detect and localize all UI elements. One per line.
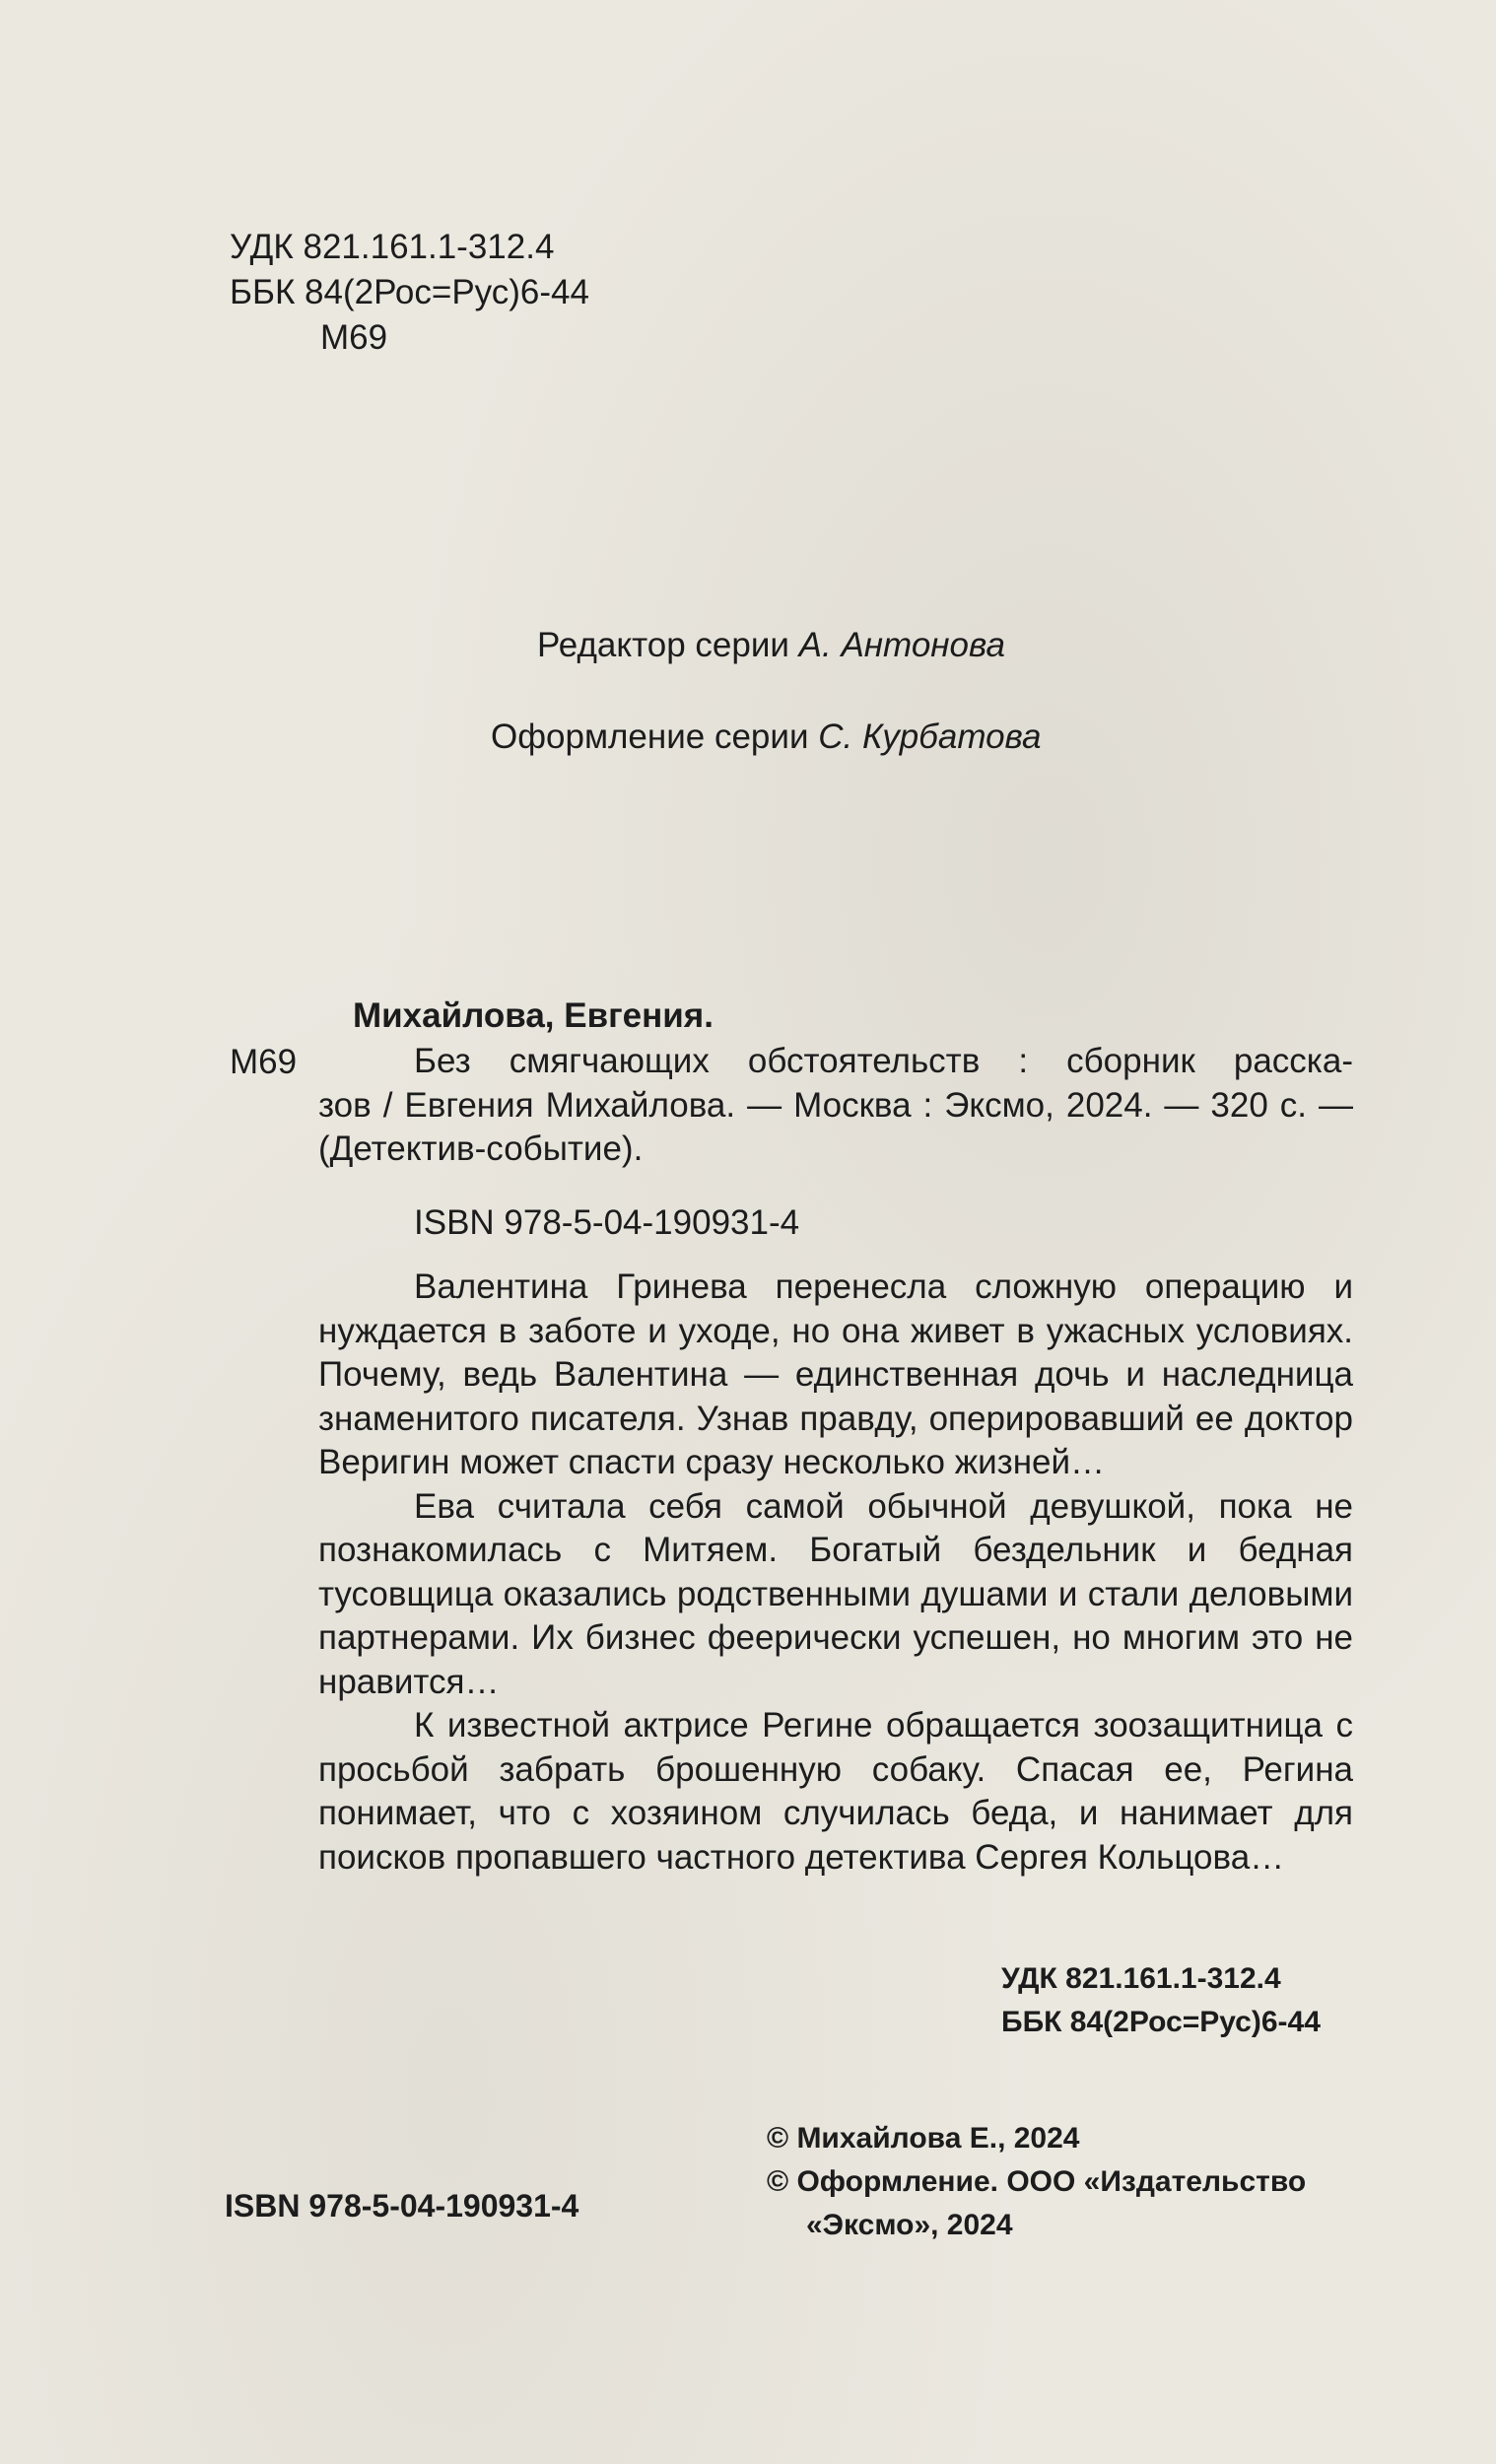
series-design-role: Оформление серии (491, 718, 809, 756)
author-mark: М69 (320, 318, 388, 357)
bibliographic-description (318, 1040, 1353, 1172)
series-editor-name: А. Антонова (798, 626, 1005, 664)
copyright-design-line-1: © Оформление. ООО «Издательство (767, 2165, 1307, 2198)
bibliographic-author-mark: М69 (230, 1043, 298, 1081)
series-editor-role: Редактор серии (537, 626, 789, 664)
footer-udk-code: УДК 821.161.1-312.4 (1001, 1962, 1281, 1995)
annotation (318, 1266, 1353, 1880)
author-heading: Михайлова, Евгения. (353, 996, 714, 1035)
footer-classification-codes (1001, 1957, 1321, 2044)
classification-codes (230, 225, 589, 361)
bbk-code: ББК 84(2Рос=Рус)6-44 (230, 273, 589, 311)
annotation-paragraph: Валентина Гринева перенесла сложную операцию и нуждается в заботе и уходе, но она живет в ужасных условиях. Почему, ведь Валентина — единственная дочь и наследница знаменитого писателя. Узнав правду, оперировавший ее доктор Веригин может спасти сразу несколько жизней… (318, 1267, 1353, 1481)
annotation-paragraph: Ева считала себя самой обычной девушкой, пока не познакомилась с Митяем. Богатый бездельник и бедная тусовщица оказались родственными душами и стали деловыми партнерами. Их бизнес феерически успешен, но многим это не нравится… (318, 1486, 1353, 1701)
description-rest: зов / Евгения Михайлова. — Москва : Эксмо, 2024. — 320 с. — (Детектив-событие). (318, 1085, 1353, 1168)
description-line-1: Без смягчающих обстоятельств : сборник расска- (414, 1042, 1353, 1080)
series-design-name: С. Курбатова (818, 718, 1042, 756)
footer-isbn: ISBN 978-5-04-190931-4 (225, 2188, 579, 2224)
udk-code: УДК 821.161.1-312.4 (230, 228, 555, 266)
copyright-design-line-2: «Эксмо», 2024 (806, 2209, 1013, 2241)
copyright-block (767, 2117, 1306, 2247)
series-design-credit (491, 715, 1042, 760)
isbn-in-description: ISBN 978-5-04-190931-4 (414, 1203, 800, 1242)
annotation-paragraph: К известной актрисе Регине обращается зоозащитница с просьбой забрать брошенную собаку. Спасая ее, Регина понимает, что с хозяином случилась беда, и нанимает для поисков пропавшего частного детектива Сергея Кольцова… (318, 1706, 1353, 1877)
series-editor-credit (537, 623, 1005, 668)
footer-bbk-code: ББК 84(2Рос=Рус)6-44 (1001, 2006, 1321, 2038)
copyright-author: © Михайлова Е., 2024 (767, 2122, 1080, 2155)
